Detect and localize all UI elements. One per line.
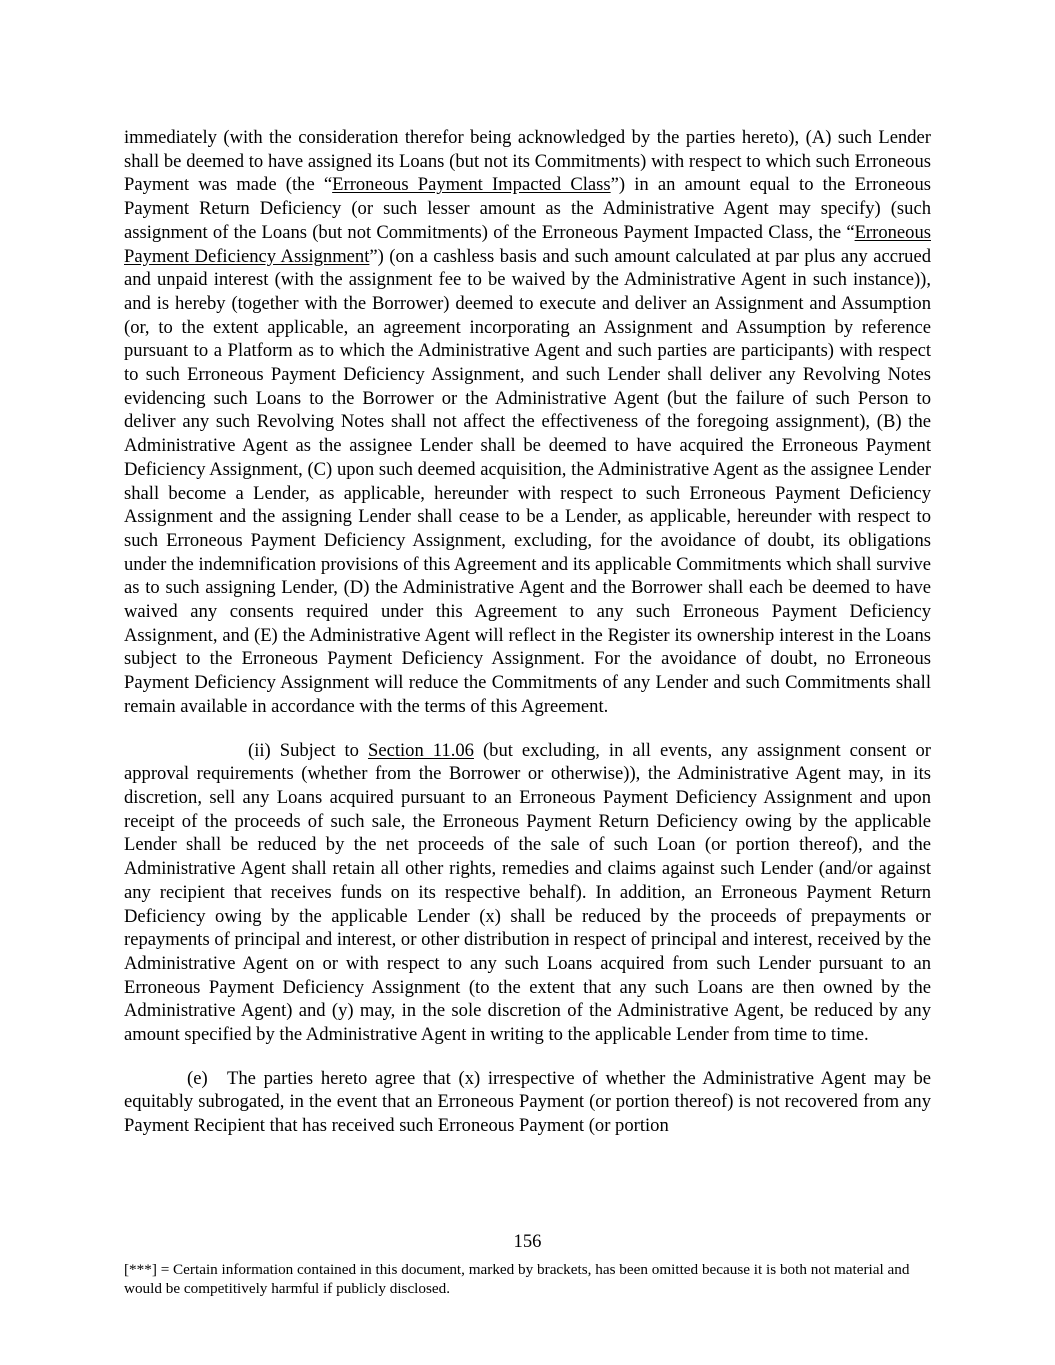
- paragraph-text: ”) (on a cashless basis and such amount calculated at par plus any accrued and unpaid interest (with the assignment fee to be waived by the Administrative Agent in such instance)), and is hereby (together with the Borrower) deemed to execute and deliver an Assignment and Assumption (or, to the extent applicable, an agreement incorporating an Assignment and Assumption by reference pursuant to a Platform as to which the Administrative Agent and such parties are participants) with respect to such Erroneous Payment Deficiency Assignment, and such Lender shall deliver any Revolving Notes evidencing such Loans to the Borrower or the Administrative Agent (but the failure of such Person to deliver any such Revolving Notes shall not affect the effectiveness of the foregoing assignment), (B) the Administrative Agent as the assignee Lender shall be deemed to have acquired the Erroneous Payment Deficiency Assignment, (C) upon such deemed acquisition, the Administrative Agent as the assignee Lender shall become a Lender, as applicable, hereunder with respect to such Erroneous Payment Deficiency Assignment and the assigning Lender shall cease to be a Lender, as applicable, hereunder with respect to such Erroneous Payment Deficiency Assignment, excluding, for the avoidance of doubt, its obligations under the indemnification provisions of this Agreement and its applicable Commitments which shall survive as to such assigning Lender, (D) the Administrative Agent and the Borrower shall each be deemed to have waived any consents required under this Agreement to any such Erroneous Payment Deficiency Assignment, and (E) the Administrative Agent will reflect in the Register its ownership interest in the Loans subject to the Erroneous Payment Deficiency Assignment. For the avoidance of doubt, no Erroneous Payment Deficiency Assignment will reduce the Commitments of any Lender and such Commitments shall remain available in accordance with the terms of this Agreement.: [124, 245, 932, 717]
- paragraph-text: (ii) Subject to: [248, 739, 368, 761]
- defined-term-impacted-class: Erroneous Payment Impacted Class: [332, 174, 611, 196]
- document-body: [124, 126, 931, 1138]
- paragraph-label: (e): [187, 1067, 208, 1089]
- paragraph-text: The parties hereto agree that (x) irrespective of whether the Administrative Agent may be equitably subrogated, in the event that an Erroneous Payment (or portion thereof) is not recovered from any Payment Recipient that has received such Erroneous Payment (or portion: [124, 1067, 931, 1137]
- paragraph-ii: [124, 739, 931, 1047]
- paragraph-text: immediately (with the consideration therefor being acknowledged by the parties hereto), (A) such Lender shall be deemed to have assigned its Loans (but not its Commitments) with respect to which such Erroneous Payment was made (the “: [124, 127, 931, 196]
- page-number: 156: [513, 1231, 542, 1252]
- paragraph-text: ”) in an amount equal to the Erroneous Payment Return Deficiency (or such lesser amount as the Administrative Agent may specify) (such assignment of the Loans (but not Commitments) of the Erroneous Payment Impacted Class, the “: [124, 174, 931, 243]
- paragraph-continuation: [124, 126, 931, 719]
- section-reference: Section 11.06: [368, 739, 474, 761]
- paragraph-e: [124, 1067, 931, 1138]
- defined-term-deficiency-assignment: Erroneous Payment Deficiency Assignment: [124, 221, 931, 267]
- paragraph-text: (but excluding, in all events, any assignment consent or approval requirements (whether from the Borrower or otherwise)), the Administrative Agent may, in its discretion, sell any Loans acquired pursuant to an Erroneous Payment Deficiency Assignment and upon receipt of the proceeds of such sale, the Erroneous Payment Return Deficiency owing by the applicable Lender shall be reduced by the net proceeds of the sale of such Loan (or portion thereof), and the Administrative Agent shall retain all other rights, remedies and claims against such Lender (and/or against any recipient that receives funds on its respective behalf). In addition, an Erroneous Payment Return Deficiency owing by the applicable Lender (x) shall be reduced by the proceeds of prepayments or repayments of principal and interest, or other distribution in respect of principal and interest, received by the Administrative Agent on or with respect to any such Loans acquired from such Lender pursuant to an Erroneous Payment Deficiency Assignment (to the extent that any such Loans are then owned by the Administrative Agent) and (y) may, in the sole discretion of the Administrative Agent, be reduced by any amount specified by the Administrative Agent in writing to the applicable Lender from time to time.: [124, 739, 931, 1046]
- footnote: [***] = Certain information contained in this document, marked by brackets, has been omitted because it is both not material and would be competitively harmful if publicly disclosed.: [124, 1261, 910, 1297]
